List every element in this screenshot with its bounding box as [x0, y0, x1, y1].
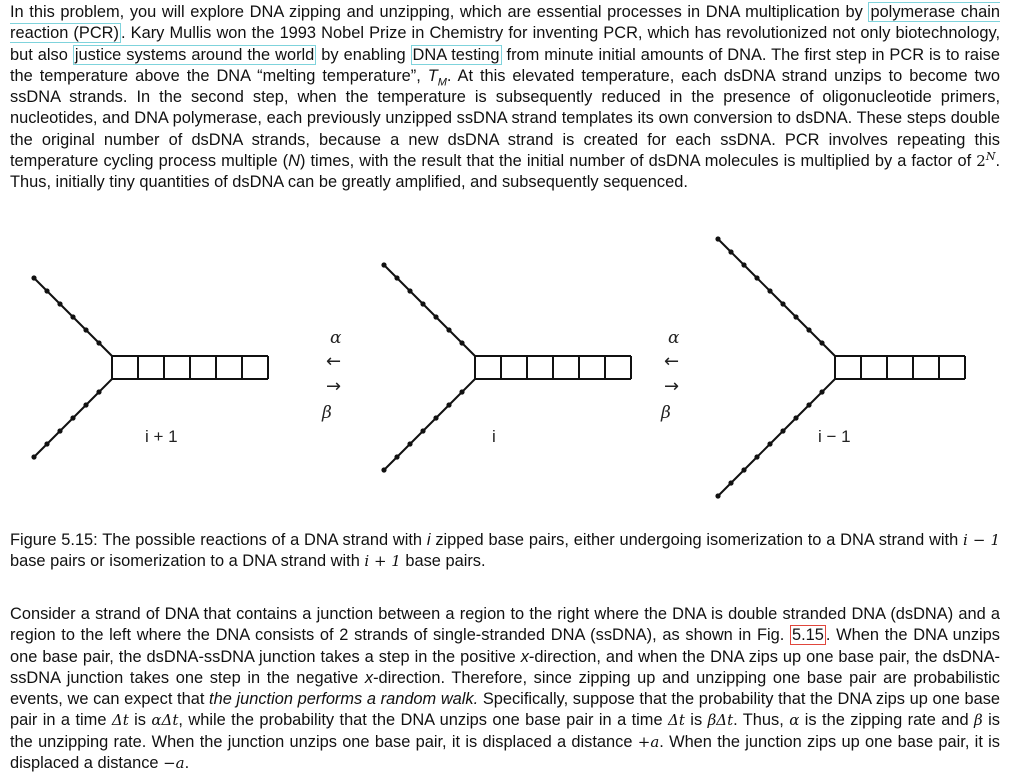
state-i-ssdna-lower-segment [384, 457, 397, 470]
figure-caption [10, 530, 1000, 573]
caption-text: Figure 5.15: The possible reactions of a DNA strand with [10, 531, 427, 549]
state-i-ssdna-upper-segment [410, 291, 423, 304]
unzip-arrow-right-2: → [664, 376, 680, 397]
state-i-plus-1-ssdna-lower-segment [99, 379, 112, 392]
body-text: . When the junction zips up one base pair, it is displaced a distance [10, 732, 1000, 773]
dna-strands-diagram [31, 236, 965, 498]
intro-text: from minute initial amounts of DNA. The first step in PCR is to raise the temperature above the DNA “melting temperature”, [10, 45, 1001, 85]
minus-a-math: −a [163, 754, 185, 773]
x-var: x [364, 668, 374, 687]
state-i-minus-1-ssdna-upper-segment [718, 239, 731, 252]
delta-t-math: Δt [111, 711, 129, 730]
state-label-i-minus-1: i − 1 [818, 427, 851, 446]
state-i-minus-1-ssdna-upper-segment [809, 330, 822, 343]
body-text: . When the DNA unzips one base pair, the dsDNA-ssDNA junction takes a step in the positive [10, 626, 1000, 666]
random-walk-emphasis: the junction performs a random walk. [209, 690, 479, 709]
zip-arrow-left-2: ← [664, 351, 680, 372]
state-i-ssdna-lower-segment [397, 444, 410, 457]
state-label-i: i [492, 427, 496, 446]
body-text: . Thus, [733, 711, 790, 730]
factor-base: 2 [976, 152, 986, 171]
state-i-minus-1-ssdna-lower-segment [744, 457, 757, 470]
dna-testing-link[interactable]: DNA testing [412, 45, 500, 64]
delta-t-math: Δt [668, 711, 685, 730]
state-i-minus-1-ssdna-upper-segment [796, 317, 809, 330]
state-i-plus-1-ssdna-upper-segment [60, 304, 73, 317]
state-i-plus-1-ssdna-lower-segment [86, 392, 99, 405]
state-i-minus-1-ssdna-lower-segment [718, 483, 731, 496]
caption-text: base pairs. [400, 552, 486, 571]
body-text: . [184, 754, 190, 773]
state-i-minus-1-ssdna-lower-segment [770, 431, 783, 444]
state-i-minus-1-ssdna-lower-segment [822, 379, 835, 392]
state-i-plus-1-ssdna-lower-segment [47, 431, 60, 444]
state-i-minus-1-ssdna-upper-segment [822, 343, 835, 356]
state-i-plus-1-ssdna-upper-segment [73, 317, 86, 330]
justice-systems-link[interactable]: justice systems around the world [74, 45, 315, 64]
state-i-ssdna-upper-nucleotide [381, 262, 386, 267]
state-i-ssdna-upper-segment [423, 304, 436, 317]
intro-text: . Kary Mullis won the 1993 Nobel Prize in Chemistry for inventing PCR, which has revolutionized not only biotechnology, but also [10, 24, 1000, 64]
state-i-ssdna-upper-segment [397, 278, 410, 291]
melting-temp-symbol [427, 66, 447, 89]
x-var: x [520, 647, 529, 666]
state-i-minus-1-ssdna-lower-segment [783, 418, 796, 431]
state-i-ssdna-lower-segment [462, 379, 475, 392]
intro-text: . At this elevated temperature, each dsDNA strand unzips to become two ssDNA strands. In the second step, when the temperature is subsequently reduced in the presence of oligonucleotide primers, nucleotides, and DNA polymerase, each previously unzipped ssDNA strand templates its own conversion to dsDNA. These steps double the original number of dsDNA strands, because a new dsDNA strand is created for each ssDNA. PCR involves repeating this temperature cycling process multiple ( [10, 66, 1000, 171]
alpha-symbol: α [789, 711, 800, 730]
beta-rate-label-2: β [661, 403, 671, 423]
state-i-plus-1-ssdna-lower-nucleotide [31, 454, 36, 459]
body-text: -direction. Therefore, since zipping up and unzipping one base pair are probabilistic events, we can expect that [10, 668, 1000, 709]
state-i-plus-1-ssdna-lower-segment [73, 405, 86, 418]
state-i-minus-1-ssdna-lower-segment [757, 444, 770, 457]
beta-rate-label-1: β [322, 403, 332, 423]
caption-i-var: i [426, 531, 431, 549]
intro-paragraph [10, 2, 1000, 194]
body-text: Consider a strand of DNA that contains a junction between a region to the right where the DNA is double stranded DNA (dsDNA) and a region to the left where the DNA consists of 2 strands of single-stranded DNA (ssDNA), as shown in Fig. [10, 605, 1000, 645]
cycle-count-var: N [288, 152, 300, 171]
tm-subscript: M [437, 76, 447, 89]
random-walk-paragraph [10, 604, 1000, 774]
amplification-factor [976, 152, 995, 170]
zip-arrow-left-1: ← [326, 351, 342, 372]
state-i-plus-1-ssdna-upper-segment [86, 330, 99, 343]
state-i-ssdna-upper-segment [462, 343, 475, 356]
body-text: is the zipping rate and [799, 711, 975, 730]
tm-base: T [427, 66, 438, 85]
beta-symbol: β [974, 711, 983, 730]
body-text: , while the probability that the DNA unzips one base pair in a time [178, 711, 668, 730]
unzip-arrow-right-1: → [326, 376, 342, 397]
state-i-minus-1-ssdna-upper-segment [757, 278, 770, 291]
figure-reference-link[interactable]: 5.15 [792, 626, 824, 645]
alpha-rate-label-2: α [668, 328, 680, 348]
caption-text: base pairs or isomerization to a DNA strand with [10, 552, 365, 571]
state-i-plus-1-ssdna-upper-segment [99, 343, 112, 356]
state-i-minus-1-ssdna-lower-segment [796, 405, 809, 418]
body-text: Specifically, suppose that the probability that the DNA zips up one base pair in a time [10, 690, 1001, 730]
body-text: is the unzipping rate. When the junction unzips one base pair, it is displaced a distance [10, 711, 1000, 751]
state-i-plus-1-ssdna-lower-segment [60, 418, 73, 431]
body-text: -direction, and when the DNA zips up one base pair, the dsDNA-ssDNA junction takes one step in the negative [10, 647, 1001, 687]
state-i-ssdna-lower-segment [449, 392, 462, 405]
body-text: is [128, 711, 152, 730]
state-i-minus-1-ssdna-upper-segment [770, 291, 783, 304]
pcr-link[interactable]: polymerase chain reaction (PCR) [10, 3, 1000, 43]
state-i-ssdna-lower-segment [423, 418, 436, 431]
state-i-minus-1-ssdna-upper-segment [744, 265, 757, 278]
state-i-ssdna-upper-segment [384, 265, 397, 278]
dna-zipping-figure [0, 230, 1024, 520]
state-i-plus-1-ssdna-upper-nucleotide [31, 275, 36, 280]
state-i-ssdna-lower-segment [436, 405, 449, 418]
intro-text: by enabling [316, 45, 411, 64]
plus-a-math: +a [637, 732, 660, 751]
state-i-plus-1-ssdna-lower-segment [34, 444, 47, 457]
state-i-ssdna-lower-nucleotide [381, 467, 386, 472]
state-i-ssdna-upper-segment [449, 330, 462, 343]
state-i-ssdna-upper-segment [436, 317, 449, 330]
state-i-plus-1-ssdna-upper-segment [47, 291, 60, 304]
state-i-minus-1-ssdna-lower-segment [809, 392, 822, 405]
body-text: is [684, 711, 708, 730]
state-i-minus-1-ssdna-lower-segment [731, 470, 744, 483]
state-i-minus-1-ssdna-upper-segment [731, 252, 744, 265]
caption-i-minus-1: i − 1 [963, 531, 1001, 549]
state-i-minus-1-ssdna-upper-nucleotide [715, 236, 720, 241]
intro-text: . Thus, initially tiny quantities of dsDNA can be greatly amplified, and subsequently sequenced. [10, 152, 1000, 192]
state-i-ssdna-lower-segment [410, 431, 423, 444]
intro-text: In this problem, you will explore DNA zipping and unzipping, which are essential processes in DNA multiplication by [10, 3, 869, 21]
caption-i-plus-1: i + 1 [364, 552, 401, 571]
intro-text: ) times, with the result that the initial number of dsDNA molecules is multiplied by a factor of [299, 152, 977, 171]
beta-delta-t-math: βΔt [707, 711, 734, 730]
state-i-minus-1-ssdna-upper-segment [783, 304, 796, 317]
factor-exponent: N [985, 150, 996, 164]
state-i-plus-1-ssdna-upper-segment [34, 278, 47, 291]
alpha-rate-label-1: α [330, 328, 342, 348]
caption-text: zipped base pairs, either undergoing isomerization to a DNA strand with [430, 531, 964, 549]
state-label-i-plus-1: i + 1 [145, 427, 178, 446]
state-i-minus-1-ssdna-lower-nucleotide [715, 493, 720, 498]
alpha-delta-t-math: αΔt [151, 711, 179, 730]
